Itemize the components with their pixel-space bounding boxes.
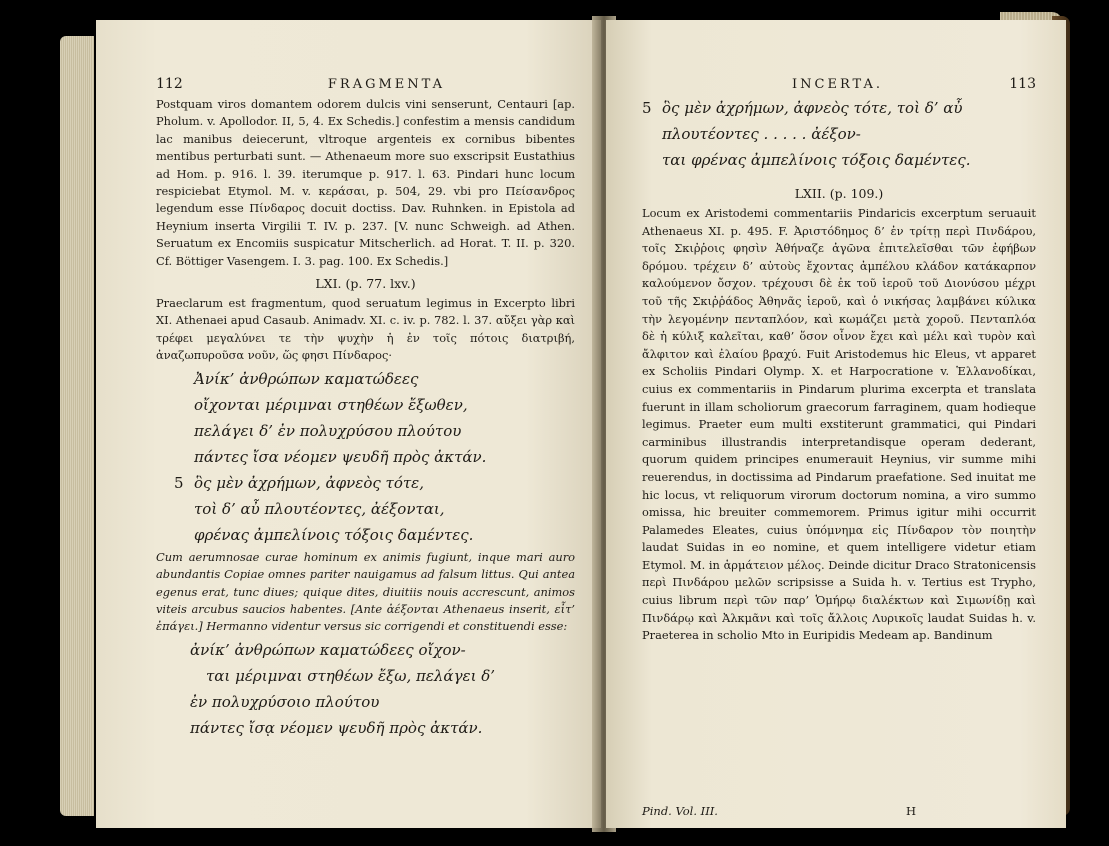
verse-line: ται μέριμναι στηθέων ἔξω, πελάγει δ’ <box>206 666 496 685</box>
right-section-heading: LXII. (p. 109.) <box>794 186 884 201</box>
left-verse-block <box>156 367 575 547</box>
verse-line: ἀνίκ’ ἀνθρώπων καματώδεες οἴχον- <box>190 640 466 659</box>
right-running-head <box>642 76 1036 92</box>
verse-line: ται φρένας ἀμπελίνοις τόξοις δαμέντες. <box>662 151 971 169</box>
verse-line: 5 ὃς μὲν ἀχρήμων, ἀφνεὸς τότε, τοὶ δ’ αὖ <box>642 99 963 117</box>
footer-signature: H <box>905 804 916 818</box>
left-paragraph-1: Postquam viros domantem odorem dulcis vini senserunt, Centauri [ap. Pholum. v. Apollodor. II, 5, 4. Ex Schedis.] confestim a mensis candidum lac manibus deiecerunt, vltroque argenteis ex cornibus bibentes mentibus perturbati sunt. — Athenaeum more suo exscripsit Eustathius ad Hom. p. 916. l. 39. iterumque p. 917. l. 63. Pindari hunc locum respiciebat Etymol. M. v. κεράσαι, p. 504, 29. vbi pro Πείσανδρος legendum esse Πίνδαρος docuit doctiss. Dav. Ruhnken. in Epistola ad Heynium inserta Virgilii T. IV. p. 237. [V. nunc Schweigh. ad Athen. Seruatum ex Encomiis suspicatur Mitscherlich. ad Horat. T. II. p. 320. Cf. Böttiger Vasengem. I. 3. pag. 100. Ex Schedis.] <box>156 97 575 268</box>
right-header-title: INCERTA. <box>792 77 883 92</box>
open-book <box>40 6 1080 842</box>
right-verse-block <box>642 96 1036 172</box>
verse-line: πάντες ἴσᾳ νέομεν ψευδῆ πρὸς ἀκτάν. <box>190 718 483 737</box>
right-page-footer <box>642 804 1036 818</box>
left-page <box>96 20 601 828</box>
left-paragraph-2: Praeclarum est fragmentum, quod seruatum legimus in Excerpto libri XI. Athenaei apud Casaub. Animadv. XI. c. iv. p. 782. l. 37. αὔξει γὰρ καὶ τρέφει μεγαλύνει τε τὴν ψυχὴν ἡ ἐν τοῖς πότοις διατριβή, ἀναζωπυροῦσα νοῦν, ὥς φησι Πίνδαρος· <box>156 296 575 363</box>
right-page <box>606 20 1066 828</box>
verse-line: πλουτέοντες . . . . . ἀέξον- <box>662 125 861 143</box>
verse-line: πελάγει δ’ ἐν πολυχρύσου πλούτου <box>194 421 462 440</box>
verse-line: Ἀνίκ’ ἀνθρώπων καματώδεες <box>194 369 419 388</box>
right-paragraph-1: Locum ex Aristodemi commentariis Pindaricis excerptum seruauit Athenaeus XI. p. 495. F. Ἀριστόδημος δ’ ἐν τρίτῃ περὶ Πινδάρου, τοῖς Σκιῤῥοις φησὶν Ἀθήναζε ἀγῶνα ἐπιτελεῖσθαι τῶν ἐφήβων δρόμου. τρέχειν δ’ αὐτοὺς ἔχοντας ἀμπέλου κλάδον κατάκαρπον καλούμενον ὄσχον. τρέχουσι δὲ ἐκ τοῦ ἱεροῦ τοῦ Διονύσου μέχρι τοῦ τῆς Σκιῤῥάδος Ἀθηνᾶς ἱεροῦ, καὶ ὁ νικήσας λαμβάνει κύλικα τὴν λεγομένην πενταπλόον, καὶ κωμάζει μετὰ χοροῦ. Πενταπλόα δὲ ἡ κύλιξ καλεῖται, καθ’ ὅσον οἶνον ἔχει καὶ μέλι καὶ τυρὸν καὶ ἄλφιτον καὶ ἐλαίου βραχύ. Fuit Aristodemus hic Eleus, vt apparet ex Scholiis Pindari Olymp. X. et Harpocratione v. Ἑλλανοδίκαι, cuius ex commentariis in Pindarum plurima excerpta et translata fuerunt in illam scholiorum graecorum farraginem, quam hodieque legimus. Praeter eum multi exstiterunt grammatici, qui Pindari carminibus illustrandis interpretandisque operam dederant, quorum quidem principes enumerauit Heynius, vir summe mihi reuerendus, in doctissima ad Pindarum praefatione. Sed inuitat me hic locus, vt reliquorum virorum doctorum nomina, a viro summo omissa, hic breuiter commemorem. Primus igitur mihi occurrit Palamedes Eleates, cuius ὑπόμνημα εἰς Πίνδαρον τὸν ποιητὴν laudat Suidas in eo nomine, et quem intelligere videtur etiam Etymol. M. in ἁρμάτειον μέλος. Deinde dicitur Draco Stratonicensis περὶ Πινδάρου μελῶν scripsisse a Suida h. v. Tertius est Trypho, cuius librum περὶ τῶν παρ’ Ὁμήρῳ διαλέκτων καὶ Σιμωνίδῃ καὶ Πινδάρῳ καὶ Ἀλκμᾶνι καὶ τοῖς ἄλλοις Λυρικοῖς laudat Suidas h. v. Praeterea in scholio Mto in Euripidis Medeam ap. Bandinum <box>642 206 1036 643</box>
verse-line: πάντες ἴσα νέομεν ψευδῆ πρὸς ἀκτάν. <box>194 447 487 466</box>
left-page-number: 112 <box>156 76 183 92</box>
verse-line: οἴχονται μέριμναι στηθέων ἔξωθεν, <box>194 395 468 414</box>
right-page-number: 113 <box>1009 76 1036 92</box>
left-section-heading: LXI. (p. 77. lxv.) <box>315 276 416 292</box>
left-verse-block-2 <box>156 638 575 740</box>
footer-volume: Pind. Vol. III. <box>642 804 718 818</box>
verse-line: τοὶ δ’ αὖ πλουτέοντες, ἀέξονται, <box>194 499 445 518</box>
left-running-head <box>156 76 575 92</box>
left-page-edges <box>60 36 94 816</box>
left-translation: Cum aerumnosae curae hominum ex animis fugiunt, inque mari auro abundantis Copiae omnes pariter nauigamus ad falsum littus. Qui antea egenus erat, tunc diues; quique dites, diuitiis nouis accrescunt, animos viteis arcubus saucios habentes. [Ante ἀέξονται Athenaeus inserit, εἶτ’ ἐπάγει.] Hermanno videntur versus sic corrigendi et constituendi esse: <box>156 549 575 634</box>
verse-line: ἐν πολυχρύσοιο πλούτου <box>190 692 380 711</box>
verse-line: 5 ὃς μὲν ἀχρήμων, ἀφνεὸς τότε, <box>174 473 424 492</box>
left-header-title: FRAGMENTA <box>327 77 445 92</box>
verse-line: φρένας ἀμπελίνοις τόξοις δαμέντες. <box>194 525 474 544</box>
